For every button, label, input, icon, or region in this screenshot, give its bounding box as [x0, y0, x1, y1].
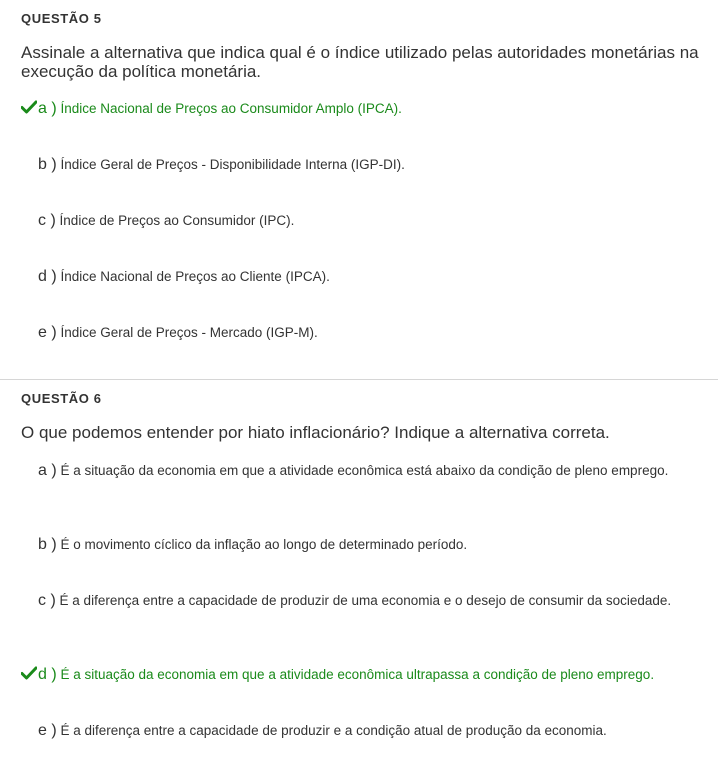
question-stem: Assinale a alternativa que indica qual é o índice utilizado pelas autoridades monetárias na execução da política monetária. [21, 43, 699, 81]
alternative-text: É a diferença entre a capacidade de produzir e a condição atual de produção da economia. [60, 723, 607, 738]
alternative-letter: c ) [38, 592, 56, 609]
alternative-text: Índice de Preços ao Consumidor (IPC). [59, 213, 295, 228]
alternative-letter: a ) [38, 462, 57, 479]
alternative-e[interactable] [21, 319, 691, 346]
alternative-letter: b ) [38, 536, 57, 553]
alternative-c[interactable] [21, 207, 691, 234]
alternative-b[interactable] [21, 151, 691, 178]
alternative-text: É a situação da economia em que a atividade econômica ultrapassa a condição de pleno emprego. [60, 667, 655, 682]
alternative-letter: e ) [38, 722, 57, 739]
checkmark-icon [21, 666, 38, 680]
question-title: QUESTÃO 5 [21, 11, 102, 26]
alternative-text: Índice Geral de Preços - Mercado (IGP-M). [60, 325, 318, 340]
question-title: QUESTÃO 6 [21, 391, 102, 406]
alternative-letter: c ) [38, 212, 56, 229]
alternative-letter: d ) [38, 666, 57, 683]
checkmark-icon [21, 100, 38, 114]
alternative-letter: b ) [38, 156, 57, 173]
alternative-letter: a ) [38, 100, 57, 117]
alternative-text: Índice Nacional de Preços ao Cliente (IPCA). [60, 269, 330, 284]
alternative-text: É o movimento cíclico da inflação ao longo de determinado período. [60, 537, 468, 552]
alternative-text: Índice Geral de Preços - Disponibilidade Interna (IGP-DI). [60, 157, 405, 172]
question-6 [0, 380, 718, 767]
alternative-letter: d ) [38, 268, 57, 285]
question-stem: O que podemos entender por hiato inflacionário? Indique a alternativa correta. [21, 423, 610, 442]
alternative-d[interactable] [21, 661, 691, 688]
alternative-d[interactable] [21, 263, 691, 290]
question-5 [0, 0, 718, 379]
alternative-letter: e ) [38, 324, 57, 341]
alternative-a[interactable] [21, 457, 691, 484]
alternative-c[interactable] [21, 587, 691, 614]
alternative-text: É a situação da economia em que a atividade econômica está abaixo da condição de pleno emprego. [60, 463, 669, 478]
alternative-b[interactable] [21, 531, 691, 558]
alternative-text: É a diferença entre a capacidade de produzir de uma economia e o desejo de consumir da sociedade. [59, 593, 672, 608]
alternative-e[interactable] [21, 717, 691, 744]
alternative-a[interactable] [21, 95, 691, 122]
alternative-text: Índice Nacional de Preços ao Consumidor Amplo (IPCA). [60, 101, 402, 116]
